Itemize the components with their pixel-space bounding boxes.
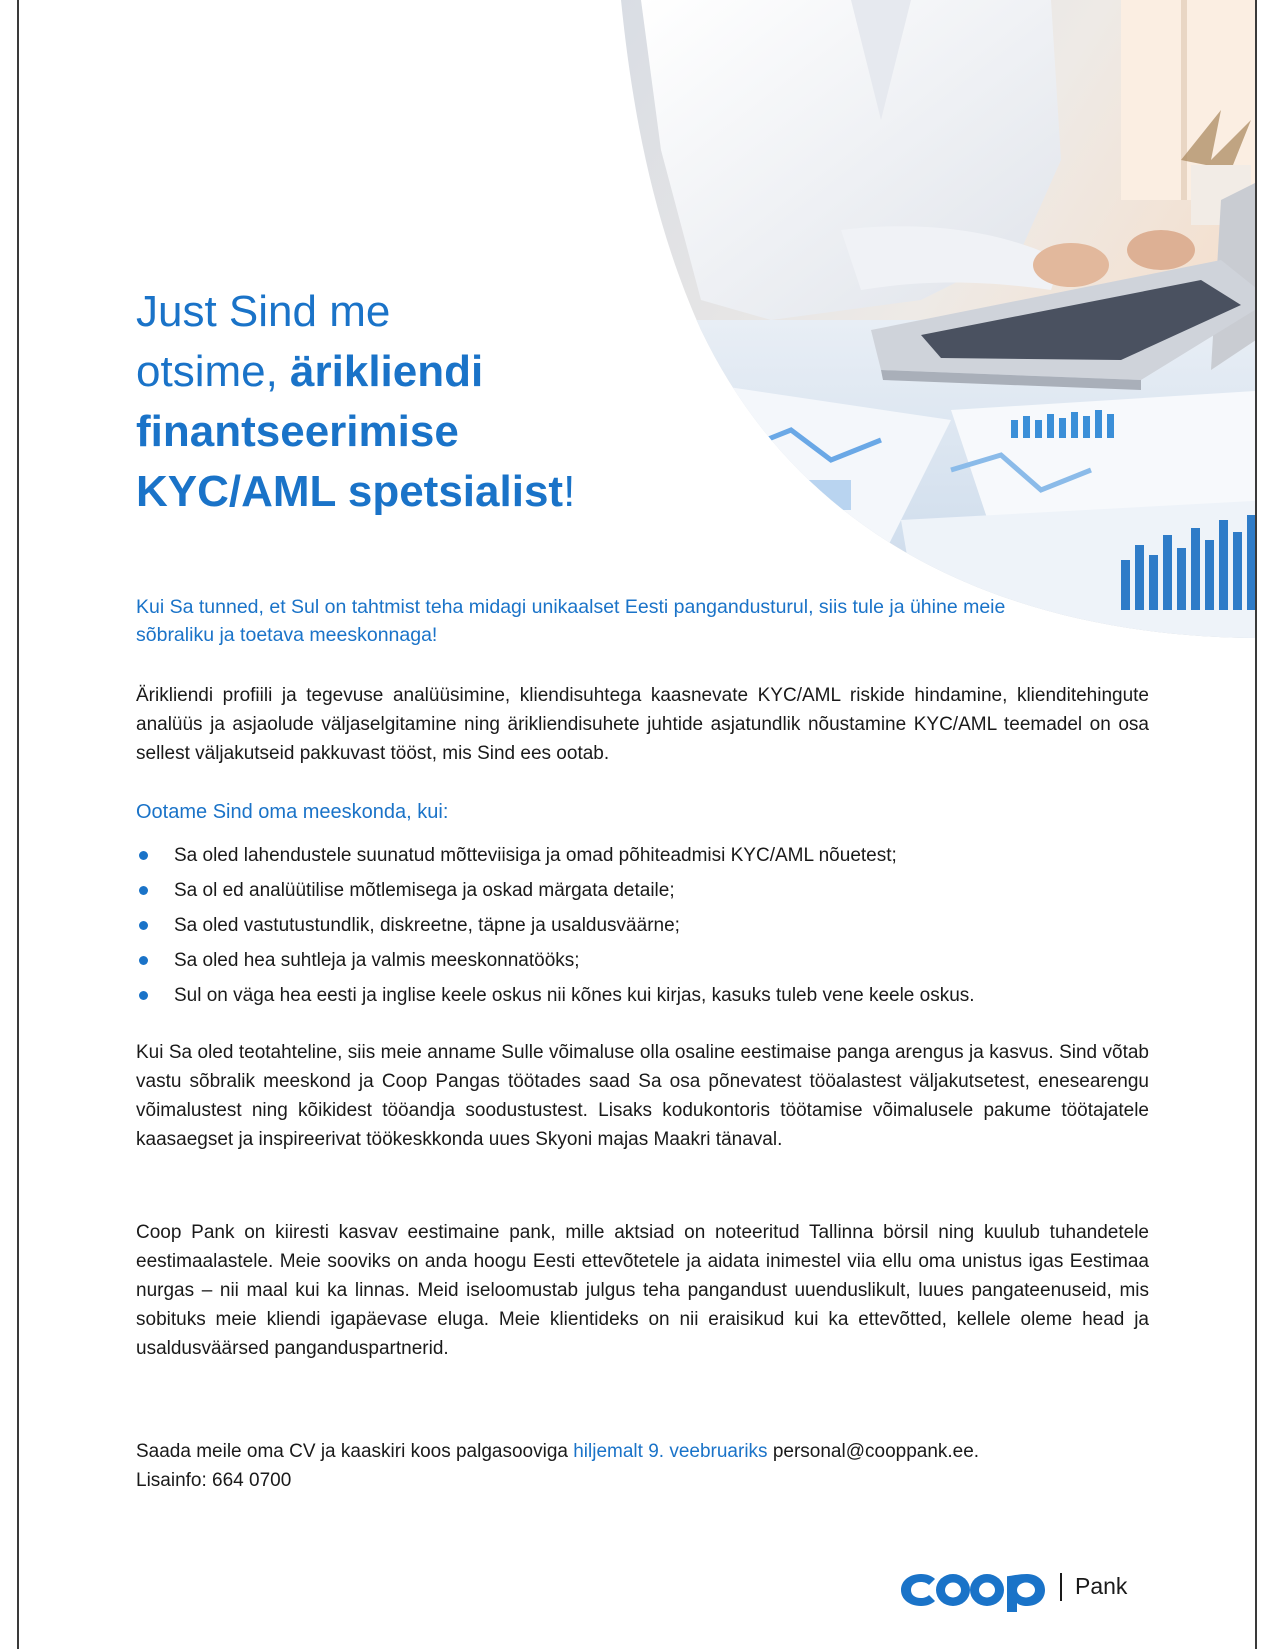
apply-email[interactable]: personal@cooppank.ee. <box>767 1441 980 1462</box>
offer-paragraph: Kui Sa oled teotahteline, siis meie anname Sulle võimaluse olla osaline eestimaise panga arengus ja kasvus. Sind võtab vastu sõbralik meeskond ja Coop Pangas töötades saad Sa osa põnevatest tööalastest väljakutsetest, enesearengu võimalustest ning kõikidest tööandja soodustustest. Lisaks kodukontoris töötamise võimalusele pakume töötajatele kaasaegset ja inspireerivat töökeskkonda uues Skyoni majas Maakri tänaval. <box>136 1042 1149 1150</box>
bullet-icon <box>139 991 148 1000</box>
headline-line2-bold: ärikliendi <box>290 347 484 396</box>
bullet-icon <box>139 921 148 930</box>
list-item <box>136 908 1166 943</box>
job-description-paragraph: Ärikliendi profiili ja tegevuse analüüsimine, kliendisuhtega kaasnevate KYC/AML riskide hindamine, klienditehingute analüüs ja asjaolude väljaselgitamine ning ärikliendisuhete juhtide asjatundlik nõustamine KYC/AML teemadel on osa sellest väljakutseid pakkuvast tööst, mis Sind ees ootab. <box>136 685 1149 764</box>
headline-line4-end: ! <box>563 467 576 516</box>
apply-deadline: hiljemalt 9. veebruariks <box>573 1441 768 1462</box>
headline <box>136 282 696 522</box>
list-item-text: Sa oled hea suhtleja ja valmis meeskonnatööks; <box>174 950 580 971</box>
headline-line2-light: otsime, <box>136 347 291 396</box>
apply-text-before: Saada meile oma CV ja kaaskiri koos palgasooviga <box>136 1441 574 1462</box>
logo-pank-text: Pank <box>1075 1573 1128 1599</box>
bullet-icon <box>139 956 148 965</box>
list-item-text: Sa ol ed analüütilise mõtlemisega ja oskad märgata detaile; <box>174 880 675 901</box>
application-info <box>136 1437 1149 1495</box>
job-ad-page <box>17 0 1257 1649</box>
list-item-text: Sul on väga hea eesti ja inglise keele oskus nii kõnes kui kirjas, kasuks tuleb vene keele oskus. <box>174 985 975 1006</box>
company-paragraph: Coop Pank on kiiresti kasvav eestimaine pank, mille aktsiad on noteeritud Tallinna börsil ning kuulub tuhandetele eestimaalastele. Meie sooviks on anda hoogu Eesti ettevõtetele ja aidata inimestel viia ellu oma unistus igas Eestimaa nurgas – nii maal kui ka linnas. Meid iseloomustab julgus teha pangandust uuenduslikult, luues pangateenuseid, mis sobituks meie kliendi igapäevase eluga. Meie klientideks on nii eraisikud kui ka ettevõtted, kellele oleme head ja usaldusväärsed panganduspartnerid. <box>136 1222 1149 1359</box>
intro-text: Kui Sa tunned, et Sul on tahtmist teha midagi unikaalset Eesti pangandusturul, siis tule ja ühine meie sõbraliku ja toetava meeskonnaga! <box>136 596 1006 646</box>
requirements-list <box>136 838 1166 1013</box>
list-item <box>136 943 1166 978</box>
coop-wordmark-icon <box>899 1568 1059 1612</box>
list-item-text: Sa oled vastutustundlik, diskreetne, täpne ja usaldusväärne; <box>174 915 680 936</box>
headline-line1: Just Sind me <box>136 287 391 336</box>
list-item <box>136 873 1166 908</box>
headline-line4-bold: KYC/AML spetsialist <box>136 467 564 516</box>
list-item-text: Sa oled lahendustele suunatud mõtteviisiga ja omad põhiteadmisi KYC/AML nõuetest; <box>174 845 897 866</box>
requirements-heading: Ootame Sind oma meeskonda, kui: <box>136 801 449 823</box>
hero-photo-laptop <box>621 0 1257 638</box>
contact-phone: Lisainfo: 664 0700 <box>136 1470 292 1491</box>
bullet-icon <box>139 851 148 860</box>
list-item <box>136 978 1166 1013</box>
headline-line3: finantseerimise <box>136 407 459 456</box>
bullet-icon <box>139 886 148 895</box>
list-item <box>136 838 1166 873</box>
logo-divider <box>1060 1573 1062 1601</box>
